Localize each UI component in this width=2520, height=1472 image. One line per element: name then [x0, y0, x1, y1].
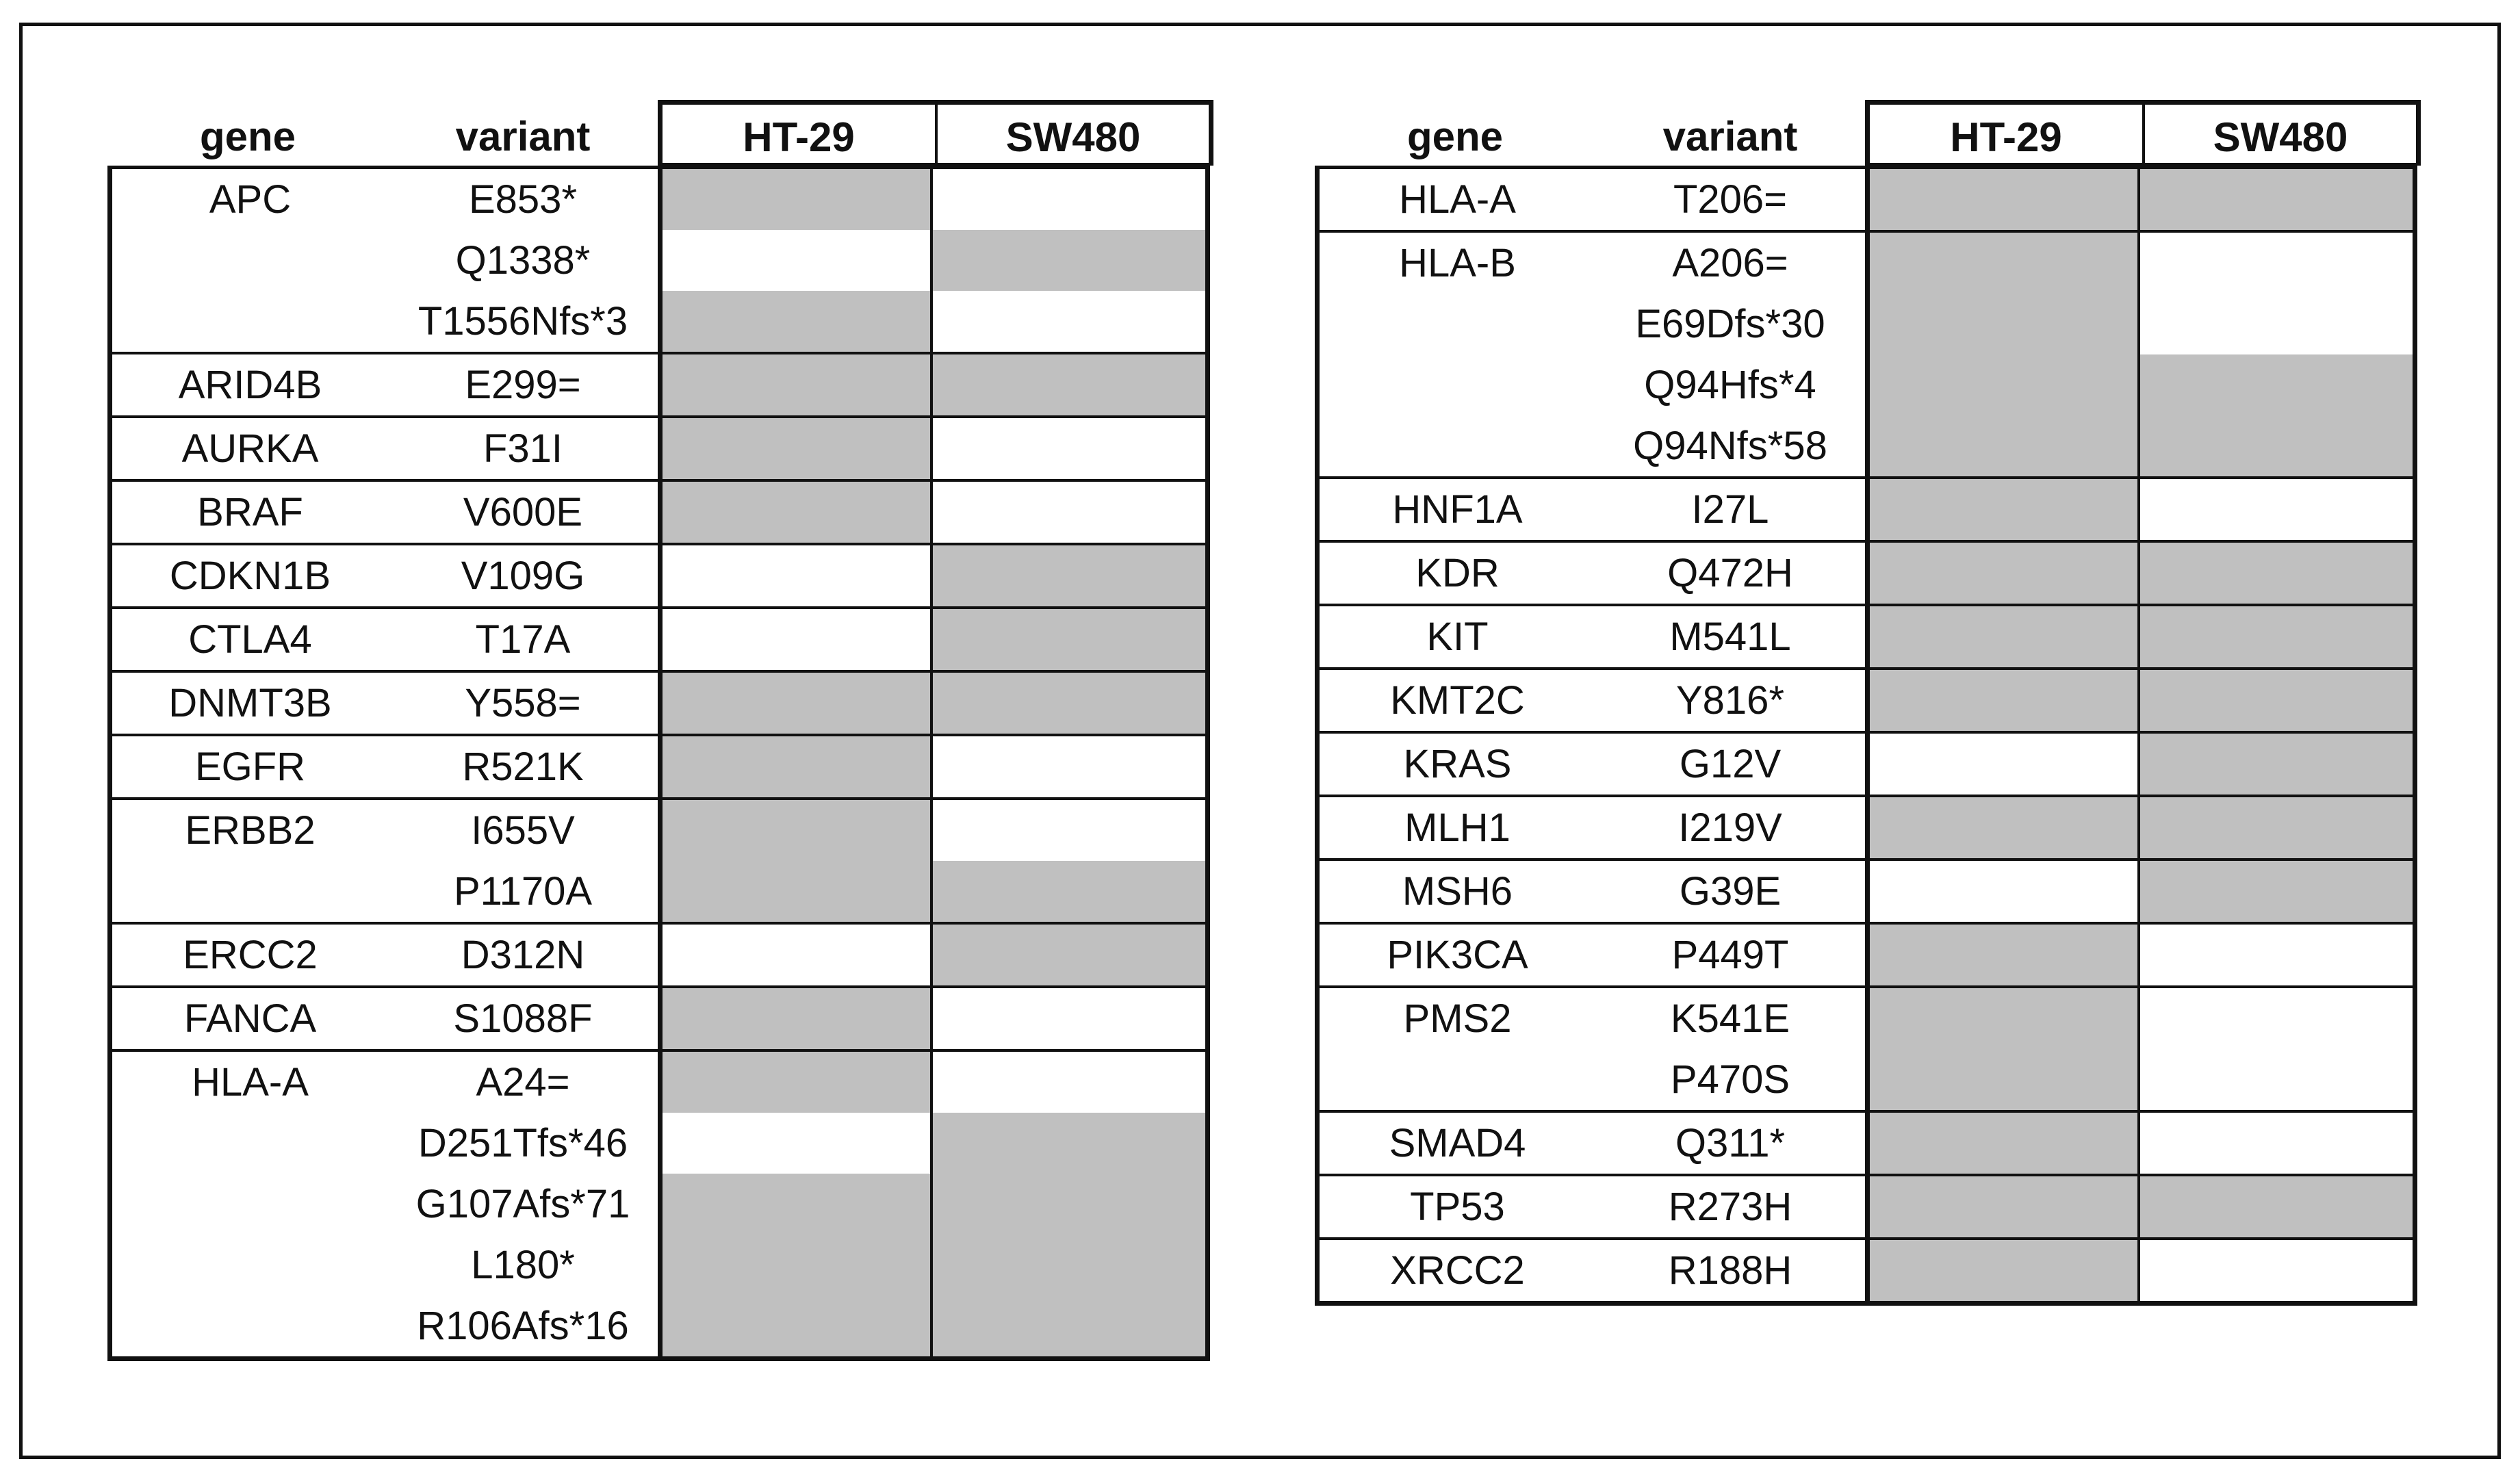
ht29-cell	[658, 418, 930, 479]
ht29-cell	[1865, 1176, 2137, 1237]
ht29-cell	[658, 291, 930, 352]
sw480-cell	[2137, 415, 2413, 476]
gene-cell-empty	[112, 1235, 388, 1295]
table-row	[1320, 543, 2413, 604]
gene-cell: PMS2	[1403, 996, 1512, 1041]
sw480-cell	[2137, 925, 2413, 985]
variant-cell: P449T	[1671, 933, 1789, 977]
table-row	[1320, 670, 2413, 731]
sw480-cell	[930, 800, 1205, 861]
sw480-cell	[930, 736, 1205, 797]
table-row	[112, 673, 1205, 734]
ht29-cell	[658, 861, 930, 922]
table-row	[112, 291, 1205, 352]
table-header	[107, 100, 1213, 166]
gene-cell: SMAD4	[1389, 1121, 1526, 1165]
ht29-cell	[658, 925, 930, 985]
table-row	[112, 482, 1205, 543]
sw480-cell	[2137, 988, 2413, 1049]
variant-cell: E69Dfs*30	[1635, 302, 1825, 346]
gene-group	[112, 734, 1205, 797]
variant-cell: T17A	[475, 617, 571, 662]
variant-cell: Y558=	[465, 681, 581, 725]
variant-cell: E299=	[465, 363, 581, 407]
header-ht29: HT-29	[1950, 114, 2062, 160]
ht29-cell	[1865, 797, 2137, 858]
table-row	[1320, 169, 2413, 230]
variant-cell: I27L	[1691, 487, 1769, 532]
gene-cell-empty	[112, 230, 388, 291]
sw480-cell	[2137, 1113, 2413, 1174]
variant-cell: G107Afs*71	[415, 1182, 630, 1226]
sw480-cell	[930, 354, 1205, 415]
gene-group	[1320, 1174, 2413, 1237]
variant-cell: R521K	[462, 745, 584, 789]
variant-cell: Q1338*	[455, 238, 591, 283]
gene-group	[1320, 230, 2413, 476]
gene-cell: AURKA	[181, 426, 319, 471]
gene-group	[1320, 604, 2413, 667]
table-row	[112, 800, 1205, 861]
variant-cell: Q472H	[1667, 551, 1793, 595]
sw480-cell	[2137, 479, 2413, 540]
table-body	[1315, 166, 2417, 1306]
table-row	[112, 1174, 1205, 1235]
gene-cell: ARID4B	[178, 363, 322, 407]
table-row	[112, 861, 1205, 922]
variant-cell: Y816*	[1675, 678, 1785, 723]
gene-group	[1320, 540, 2413, 604]
variant-cell: P1170A	[453, 869, 593, 914]
sw480-cell	[2137, 797, 2413, 858]
gene-group	[112, 985, 1205, 1049]
variant-cell: Q94Hfs*4	[1644, 363, 1816, 407]
table-row	[1320, 734, 2413, 795]
sw480-cell	[930, 291, 1205, 352]
gene-group	[112, 922, 1205, 985]
sw480-cell	[2137, 861, 2413, 922]
header-ht29: HT-29	[743, 114, 855, 160]
gene-group	[112, 543, 1205, 606]
variant-cell: Q94Nfs*58	[1633, 424, 1827, 468]
ht29-cell	[658, 609, 930, 670]
gene-group	[1320, 169, 2413, 230]
gene-group	[1320, 985, 2413, 1110]
gene-group	[112, 1049, 1205, 1356]
sw480-cell	[2137, 354, 2413, 415]
ht29-cell	[658, 230, 930, 291]
gene-group	[112, 479, 1205, 543]
variant-cell: Q311*	[1675, 1121, 1786, 1165]
gene-cell-empty	[1320, 1049, 1595, 1110]
table-row	[112, 736, 1205, 797]
table-row	[1320, 1113, 2413, 1174]
variant-cell: E853*	[468, 177, 578, 222]
gene-cell: HNF1A	[1392, 487, 1523, 532]
gene-group	[1320, 667, 2413, 731]
table-row	[1320, 988, 2413, 1049]
sw480-cell	[930, 609, 1205, 670]
variant-cell: G39E	[1679, 869, 1782, 914]
sw480-cell	[930, 169, 1205, 230]
header-gene: gene	[1406, 113, 1504, 159]
gene-cell: APC	[209, 177, 292, 222]
variant-cell: D251Tfs*46	[417, 1121, 628, 1165]
table-row	[112, 230, 1205, 291]
sw480-cell	[2137, 169, 2413, 230]
gene-cell: HLA-A	[192, 1060, 309, 1105]
gene-group	[112, 670, 1205, 734]
table-row	[112, 545, 1205, 606]
ht29-cell	[1865, 925, 2137, 985]
ht29-cell	[1865, 169, 2137, 230]
gene-group	[1320, 795, 2413, 858]
sw480-cell	[930, 418, 1205, 479]
variant-table-left	[107, 100, 1213, 1361]
gene-cell: HLA-A	[1399, 177, 1516, 222]
gene-cell: ERBB2	[185, 808, 316, 853]
variant-cell: L180*	[471, 1243, 575, 1287]
ht29-cell	[658, 1295, 930, 1356]
variant-cell: S1088F	[453, 996, 593, 1041]
variant-table-right	[1315, 100, 2421, 1306]
ht29-cell	[1865, 354, 2137, 415]
gene-group	[1320, 1237, 2413, 1301]
table-row	[112, 354, 1205, 415]
ht29-cell	[1865, 734, 2137, 795]
sw480-cell	[930, 1174, 1205, 1235]
gene-cell: PIK3CA	[1387, 933, 1528, 977]
ht29-cell	[658, 988, 930, 1049]
gene-cell: KMT2C	[1390, 678, 1525, 723]
variant-cell: G12V	[1679, 742, 1782, 786]
ht29-cell	[1865, 415, 2137, 476]
sw480-cell	[930, 230, 1205, 291]
variant-cell: I655V	[471, 808, 575, 853]
ht29-cell	[1865, 479, 2137, 540]
variant-cell: R106Afs*16	[417, 1304, 629, 1348]
gene-cell: FANCA	[183, 996, 317, 1041]
ht29-cell	[658, 482, 930, 543]
gene-cell: MSH6	[1402, 869, 1513, 914]
gene-cell-empty	[1320, 294, 1595, 354]
ht29-cell	[658, 1235, 930, 1295]
header-variant: variant	[1662, 113, 1798, 159]
gene-cell: KIT	[1426, 615, 1489, 659]
table-row	[112, 609, 1205, 670]
sw480-cell	[930, 545, 1205, 606]
gene-cell: MLH1	[1404, 805, 1510, 850]
sw480-cell	[930, 673, 1205, 734]
ht29-cell	[1865, 670, 2137, 731]
table-row	[112, 1295, 1205, 1356]
ht29-cell	[658, 673, 930, 734]
variant-cell: V109G	[461, 554, 585, 598]
gene-cell: DNMT3B	[168, 681, 332, 725]
sw480-cell	[930, 482, 1205, 543]
variant-cell: D312N	[461, 933, 585, 977]
variant-cell: A206=	[1672, 241, 1788, 285]
table-row	[1320, 1240, 2413, 1301]
gene-group	[112, 415, 1205, 479]
sw480-cell	[930, 1235, 1205, 1295]
gene-group	[1320, 476, 2413, 540]
gene-cell-empty	[112, 1113, 388, 1174]
table-row	[112, 169, 1205, 230]
header-cell-lines	[658, 100, 1213, 166]
gene-cell-empty	[1320, 354, 1595, 415]
sw480-cell	[2137, 294, 2413, 354]
sw480-cell	[930, 925, 1205, 985]
sw480-cell	[2137, 606, 2413, 667]
ht29-cell	[1865, 988, 2137, 1049]
table-row	[1320, 294, 2413, 354]
gene-cell: HLA-B	[1399, 241, 1516, 285]
table-row	[112, 1052, 1205, 1113]
gene-group	[112, 352, 1205, 415]
table-row	[1320, 415, 2413, 476]
header-gene: gene	[199, 113, 296, 159]
gene-group	[112, 606, 1205, 670]
variant-cell: A24=	[476, 1060, 570, 1105]
table-row	[1320, 925, 2413, 985]
table-row	[1320, 1176, 2413, 1237]
table-row	[1320, 606, 2413, 667]
gene-group	[112, 169, 1205, 352]
table-row	[1320, 233, 2413, 294]
sw480-cell	[930, 861, 1205, 922]
variant-cell: T206=	[1673, 177, 1788, 222]
variant-cell: R273H	[1668, 1185, 1792, 1229]
table-row	[1320, 479, 2413, 540]
gene-cell: TP53	[1410, 1185, 1505, 1229]
variant-cell: T1556Nfs*3	[417, 299, 628, 344]
gene-cell: ERCC2	[183, 933, 318, 977]
gene-cell: CTLA4	[188, 617, 312, 662]
table-row	[1320, 354, 2413, 415]
table-body	[107, 166, 1210, 1361]
table-header	[1315, 100, 2421, 166]
sw480-cell	[2137, 670, 2413, 731]
table-row	[1320, 797, 2413, 858]
gene-group	[1320, 731, 2413, 795]
gene-cell-empty	[112, 861, 388, 922]
ht29-cell	[1865, 861, 2137, 922]
variant-cell: M541L	[1669, 615, 1791, 659]
ht29-cell	[658, 354, 930, 415]
header-sw480: SW480	[2142, 105, 2416, 163]
ht29-cell	[658, 736, 930, 797]
sw480-cell	[2137, 543, 2413, 604]
gene-cell: KRAS	[1403, 742, 1512, 786]
variant-cell: K541E	[1670, 996, 1790, 1041]
gene-cell: XRCC2	[1390, 1248, 1525, 1293]
gene-cell: EGFR	[194, 745, 306, 789]
sw480-cell	[2137, 1176, 2413, 1237]
gene-cell-empty	[112, 1295, 388, 1356]
table-row	[112, 1235, 1205, 1295]
ht29-cell	[658, 1113, 930, 1174]
ht29-cell	[1865, 1113, 2137, 1174]
gene-group	[112, 797, 1205, 922]
ht29-cell	[1865, 294, 2137, 354]
table-row	[112, 988, 1205, 1049]
gene-group	[1320, 922, 2413, 985]
sw480-cell	[930, 1295, 1205, 1356]
gene-cell-empty	[112, 291, 388, 352]
ht29-cell	[1865, 233, 2137, 294]
variant-cell: V600E	[463, 490, 583, 534]
ht29-cell	[658, 800, 930, 861]
ht29-cell	[1865, 543, 2137, 604]
header-cell-lines	[1865, 100, 2421, 166]
ht29-cell	[1865, 1240, 2137, 1301]
ht29-cell	[658, 545, 930, 606]
header-sw480: SW480	[935, 105, 1209, 163]
variant-cell: P470S	[1670, 1057, 1790, 1102]
table-row	[1320, 1049, 2413, 1110]
table-row	[112, 1113, 1205, 1174]
gene-group	[1320, 858, 2413, 922]
sw480-cell	[930, 1113, 1205, 1174]
table-row	[1320, 861, 2413, 922]
table-row	[112, 418, 1205, 479]
variant-cell: R188H	[1668, 1248, 1792, 1293]
gene-cell: CDKN1B	[169, 554, 331, 598]
gene-cell: BRAF	[197, 490, 303, 534]
variant-cell: I219V	[1678, 805, 1782, 850]
sw480-cell	[2137, 734, 2413, 795]
gene-cell: KDR	[1415, 551, 1500, 595]
sw480-cell	[2137, 233, 2413, 294]
table-row	[112, 925, 1205, 985]
gene-cell-empty	[112, 1174, 388, 1235]
sw480-cell	[930, 1052, 1205, 1113]
ht29-cell	[1865, 606, 2137, 667]
ht29-cell	[658, 169, 930, 230]
gene-group	[1320, 1110, 2413, 1174]
sw480-cell	[2137, 1049, 2413, 1110]
variant-cell: F31I	[483, 426, 563, 471]
ht29-cell	[658, 1174, 930, 1235]
ht29-cell	[1865, 1049, 2137, 1110]
sw480-cell	[2137, 1240, 2413, 1301]
ht29-cell	[658, 1052, 930, 1113]
sw480-cell	[930, 988, 1205, 1049]
header-variant: variant	[455, 113, 591, 159]
gene-cell-empty	[1320, 415, 1595, 476]
